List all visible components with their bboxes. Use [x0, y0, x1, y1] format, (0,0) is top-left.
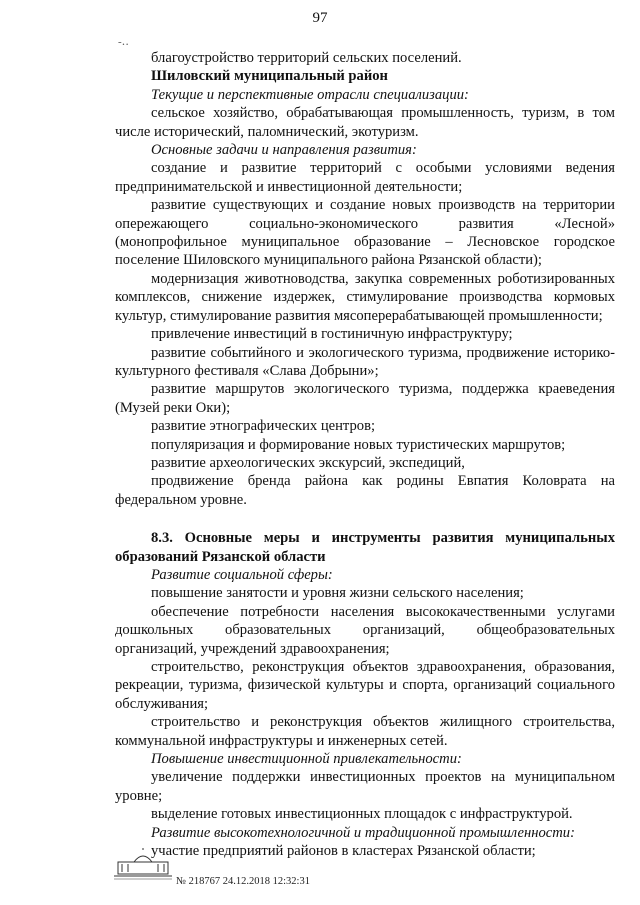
paragraph-6: увеличение поддержки инвестиционных проектов на муниципальном уровне; [115, 769, 615, 804]
paragraph-4: строительство и реконструкция объектов жилищного строительства, коммунальной инфраструктуры и инженерных сетей. [115, 714, 615, 749]
registry-stamp-logo [112, 848, 174, 882]
paragraph-7: модернизация животноводства, закупка современных роботизированных комплексов, снижение издержек, стимулирование производства кормовых культур, стимулирование развития мясоперерабатывающей промышленности; [115, 270, 615, 324]
paragraph-8: привлечение инвестиций в гостиничную инфраструктуру; [151, 326, 513, 343]
paragraph-block-2 [115, 566, 615, 861]
scan-mark: -‥ [118, 36, 129, 48]
subheading-0: Развитие социальной сферы: [151, 566, 333, 583]
paragraph-9: развитие событийного и экологического туризма, продвижение историко-культурного фестиваля «Слава Добрыни»; [115, 344, 615, 379]
subheading-2: Текущие и перспективные отрасли специализации: [151, 86, 469, 103]
district-title-1: Шиловский муниципальный район [151, 68, 388, 85]
paragraph-3: сельское хозяйство, обрабатывающая промышленность, туризм, в том числе исторический, паломнический, экотуризм. [115, 105, 615, 140]
paragraph-12: популяризация и формирование новых туристических маршрутов; [151, 436, 566, 453]
page-number: 97 [312, 10, 328, 26]
paragraph-6: развитие существующих и создание новых производств на территории опережающего социально-экономического развития «Лесной» (монопрофильное муниципальное образование – Лесновское городское поселение Шиловского муниципального района Рязанской области); [115, 197, 615, 269]
subheading-4: Основные задачи и направления развития: [151, 142, 417, 159]
paragraph-11: развитие этнографических центров; [151, 418, 376, 435]
subheading-5: Повышение инвестиционной привлекательности: [151, 751, 462, 768]
paragraph-10: развитие маршрутов экологического туризма, поддержка краеведения (Музей реки Оки); [115, 381, 615, 416]
paragraph-5: создание и развитие территорий с особыми условиями ведения предпринимательской и инвестиционной деятельности; [115, 160, 615, 195]
subheading-8: Развитие высокотехнологичной и традиционной промышленности: [151, 824, 575, 841]
section-heading: 8.3. Основные меры и инструменты развития муниципальных образований Рязанской области [115, 530, 615, 565]
paragraph-13: развитие археологических экскурсий, экспедиций, [151, 454, 465, 471]
paragraph-7: выделение готовых инвестиционных площадок с инфраструктурой. [151, 806, 573, 823]
section-gap [115, 509, 615, 529]
paragraph-14: продвижение бренда района как родины Евпатия Коловрата на федеральном уровне. [115, 473, 615, 508]
document-body [115, 49, 615, 860]
document-registry-footer: № 218767 24.12.2018 12:32:31 [176, 876, 310, 887]
paragraph-9: участие предприятий районов в кластерах Рязанской области; [151, 843, 536, 860]
paragraph-1: повышение занятости и уровня жизни сельского населения; [151, 585, 524, 602]
paragraph-2: обеспечение потребности населения высококачественными услугами дошкольных образовательных организаций, общеобразовательных организаций, учреждений здравоохранения; [115, 603, 615, 657]
paragraph-block-1 [115, 49, 615, 509]
paragraph-0: благоустройство территорий сельских поселений. [151, 50, 462, 66]
paragraph-3: строительство, реконструкция объектов здравоохранения, образования, рекреации, туризма, физической культуры и спорта, организаций социального обслуживания; [115, 659, 615, 712]
